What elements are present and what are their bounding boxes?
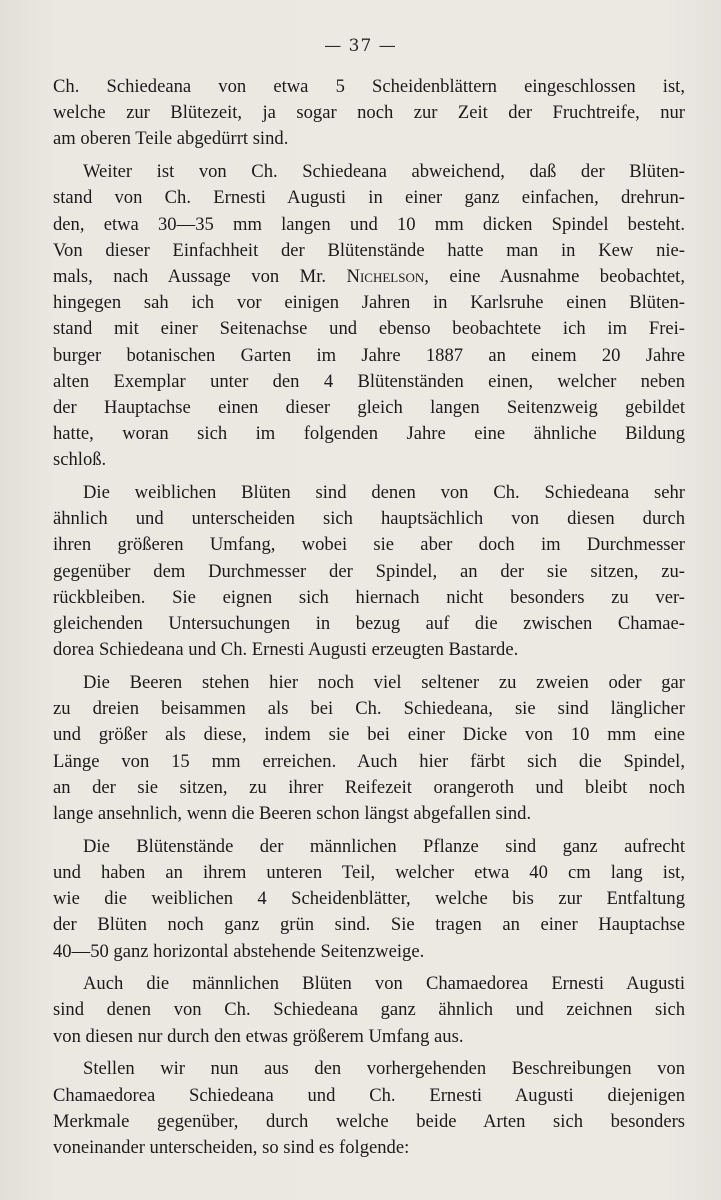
text-line: ihren größeren Umfang, wobei sie aber doch im Durchmesser — [53, 534, 685, 556]
text-line: lange ansehnlich, wenn die Beeren schon längst abgefallen sind. — [53, 802, 532, 824]
paragraph — [53, 971, 685, 1050]
body-text — [53, 74, 685, 1168]
text-line: wie die weiblichen 4 Scheidenblätter, welche bis zur Entfaltung — [53, 888, 685, 910]
text-line: Weiter ist von Ch. Schiedeana abweichend, daß der Blüten- — [83, 161, 685, 183]
text-line: der Hauptachse einen dieser gleich langen Seitenzweig gebildet — [53, 396, 685, 418]
text-line: der Blüten noch ganz grün sind. Sie tragen an einer Hauptachse — [53, 914, 685, 936]
paragraph — [53, 834, 685, 965]
text-line: und haben an ihrem unteren Teil, welcher etwa 40 cm lang ist, — [53, 861, 685, 883]
text-line: Merkmale gegenüber, durch welche beide Arten sich besonders — [53, 1110, 685, 1132]
text-line: mals, nach Aussage von Mr. Nichelson, eine Ausnahme beobachtet, — [53, 265, 685, 287]
text-line: Stellen wir nun aus den vorhergehenden Beschreibungen von — [83, 1058, 685, 1080]
text-line: von diesen nur durch den etwas größerem Umfang aus. — [53, 1025, 464, 1047]
text-line: Von dieser Einfachheit der Blütenstände hatte man in Kew nie- — [53, 239, 685, 261]
text-line: hatte, woran sich im folgenden Jahre eine ähnliche Bildung — [53, 423, 685, 445]
page-number: — 37 — — [324, 36, 397, 56]
text-line: Die weiblichen Blüten sind denen von Ch. Schiedeana sehr — [83, 482, 685, 504]
text-line: und größer als diese, indem sie bei einer Dicke von 10 mm eine — [53, 724, 685, 746]
paragraph — [53, 480, 685, 663]
text-line: Ch. Schiedeana von etwa 5 Scheidenblättern eingeschlossen ist, — [53, 76, 685, 97]
text-line: dorea Schiedeana und Ch. Ernesti Augusti erzeugten Bastarde. — [53, 639, 519, 661]
text-line: stand mit einer Seitenachse und ebenso beobachtete ich im Frei- — [53, 318, 685, 340]
text-line: schloß. — [53, 449, 107, 471]
paragraph — [53, 74, 685, 153]
text-line: zu dreien beisammen als bei Ch. Schiedeana, sie sind länglicher — [53, 698, 685, 720]
small-caps-name: Nichelson — [346, 265, 425, 287]
text-line: hingegen sah ich vor einigen Jahren in Karlsruhe einen Blüten- — [53, 292, 685, 314]
text-line: stand von Ch. Ernesti Augusti in einer ganz einfachen, drehrun- — [53, 187, 685, 209]
text-line: alten Exemplar unter den 4 Blütenständen einen, welcher neben — [53, 370, 685, 392]
text-line: gegenüber dem Durchmesser der Spindel, an der sie sitzen, zu- — [53, 560, 685, 582]
text-line: Länge von 15 mm erreichen. Auch hier färbt sich die Spindel, — [53, 750, 685, 772]
text-line: voneinander unterscheiden, so sind es folgende: — [53, 1136, 410, 1158]
text-line: am oberen Teile abgedürrt sind. — [53, 128, 289, 150]
text-line: den, etwa 30—35 mm langen und 10 mm dicken Spindel besteht. — [53, 213, 685, 235]
text-line: an der sie sitzen, zu ihrer Reifezeit orangeroth und bleibt noch — [53, 776, 685, 798]
text-line: rückbleiben. Sie eignen sich hiernach nicht besonders zu ver- — [53, 586, 685, 608]
paragraph — [53, 159, 685, 473]
text-line: ähnlich und unterscheiden sich hauptsächlich von diesen durch — [53, 508, 685, 530]
text-line: Die Blütenstände der männlichen Pflanze sind ganz aufrecht — [83, 835, 685, 857]
text-line: Chamaedorea Schiedeana und Ch. Ernesti Augusti diejenigen — [53, 1084, 685, 1106]
paragraph — [53, 1056, 685, 1161]
paragraph — [53, 670, 685, 827]
text-line: Auch die männlichen Blüten von Chamaedorea Ernesti Augusti — [83, 973, 685, 995]
text-line: burger botanischen Garten im Jahre 1887 an einem 20 Jahre — [53, 344, 685, 366]
text-line: Die Beeren stehen hier noch viel seltener zu zweien oder gar — [83, 671, 685, 693]
text-line: 40—50 ganz horizontal abstehende Seitenzweige. — [53, 940, 425, 962]
text-line: gleichenden Untersuchungen in bezug auf die zwischen Chamae- — [53, 613, 685, 635]
text-line: sind denen von Ch. Schiedeana ganz ähnlich und zeichnen sich — [53, 999, 685, 1021]
text-line: welche zur Blütezeit, ja sogar noch zur Zeit der Fruchtreife, nur — [53, 102, 685, 124]
